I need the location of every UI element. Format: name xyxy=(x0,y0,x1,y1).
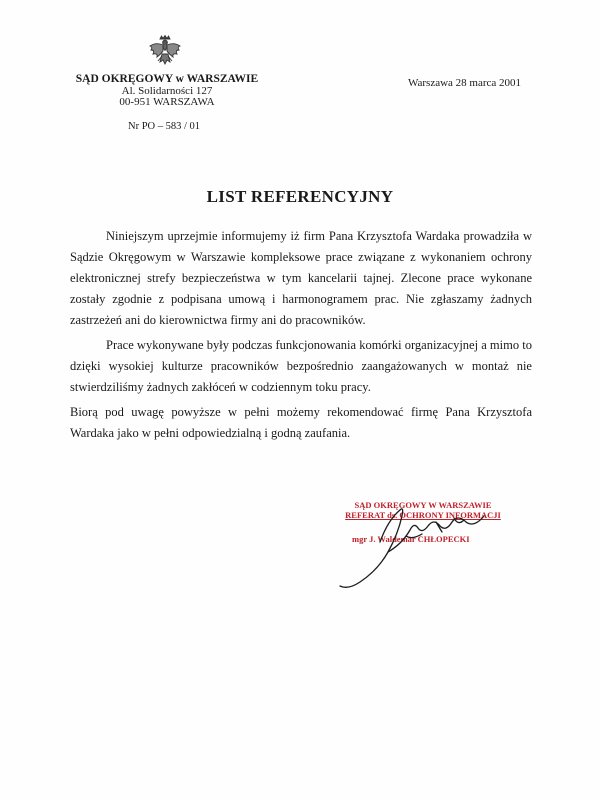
stamp-line-2: REFERAT ds. OCHRONY INFORMACJI xyxy=(345,510,501,520)
handwritten-signature-icon xyxy=(318,492,518,592)
polish-eagle-emblem-icon xyxy=(148,34,182,70)
court-name: SĄD OKRĘGOWY w WARSZAWIE xyxy=(75,73,259,85)
letter-date: Warszawa 28 marca 2001 xyxy=(408,77,522,89)
court-city: 00-951 WARSZAWA xyxy=(119,96,215,108)
stamp-line-1: SĄD OKRĘGOWY W WARSZAWIE xyxy=(354,500,492,510)
stamp-signatory-name: mgr J. Waldemar CHŁOPECKI xyxy=(352,534,470,544)
letter-body xyxy=(70,226,532,448)
document-title: LIST REFERENCYJNY xyxy=(206,187,394,206)
reference-number: Nr PO – 583 / 01 xyxy=(128,121,201,132)
paragraph-1: Niniejszym uprzejmie informujemy iż firm Pana Krzysztofa Wardaka prowadziła w Sądzie Okręgowym w Warszawie kompleksowe prace związane z wykonaniem ochrony elektronicznej strefy bezpieczeństwa w tym kancelarii tajnej. Zlecone prace wykonane zostały zgodnie z podpisana umową i harmonogramem prac. Nie zgłaszamy żadnych zastrzeżeń ani do kierownictwa firmy ani do pracowników. xyxy=(70,229,532,327)
court-street: Al. Solidarności 127 xyxy=(121,84,213,97)
paragraph-2: Prace wykonywane były podczas funkcjonowania komórki organizacyjnej a mimo to dzięki wysokiej kulturze pracowników bezpośrednio zaangażowanych w montaż nie stwierdziliśmy żadnych zakłóceń w codziennym toku pracy. xyxy=(70,338,532,394)
paragraph-3: Biorą pod uwagę powyższe w pełni możemy rekomendować firmę Pana Krzysztofa Wardaka jako w pełni odpowiedzialną i godną zaufania. xyxy=(70,405,532,440)
court-address-block xyxy=(72,74,262,109)
